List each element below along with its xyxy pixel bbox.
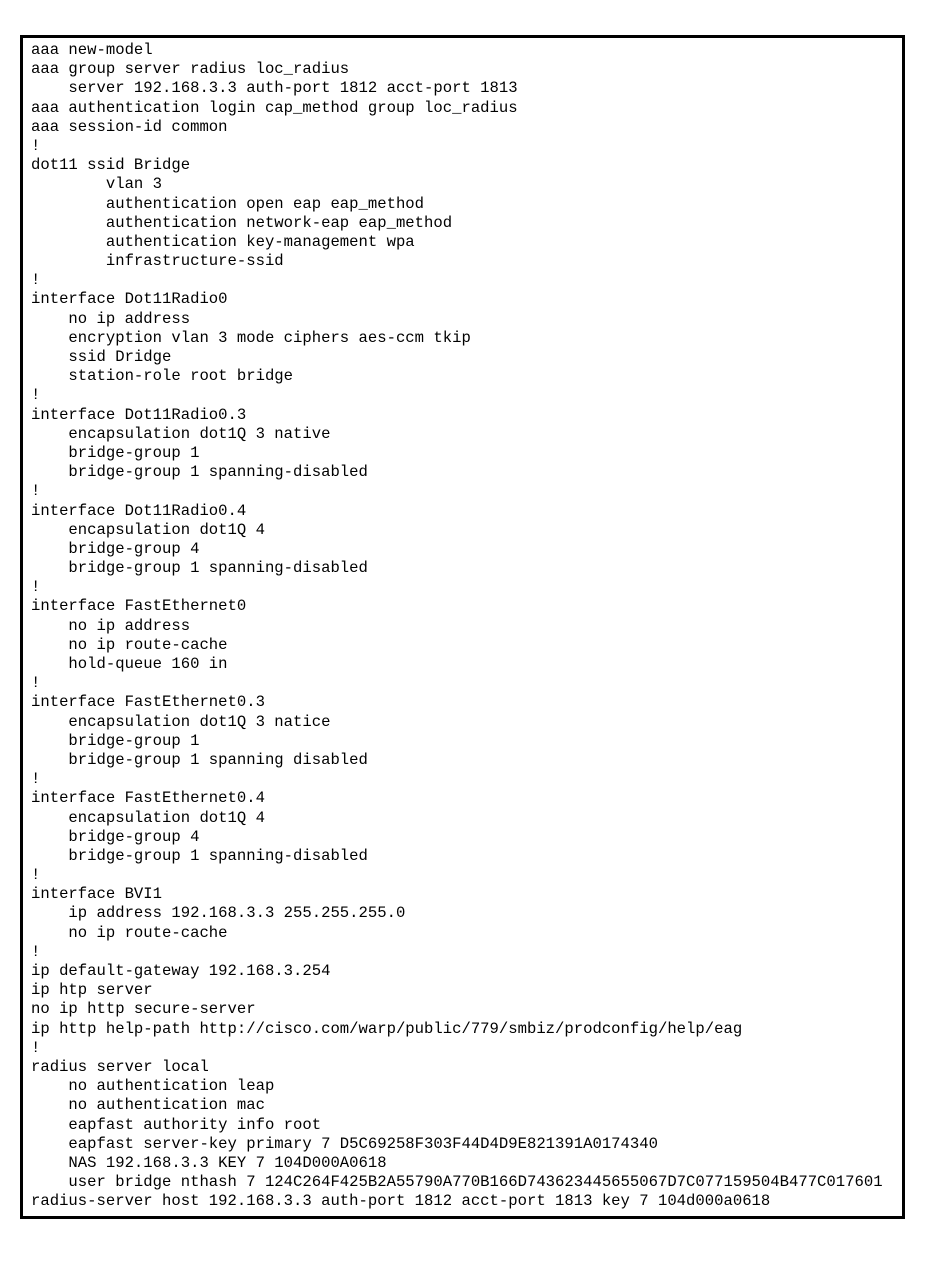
config-line: interface Dot11Radio0.3 [31, 405, 247, 424]
config-line: no ip address [31, 309, 191, 328]
config-line: radius-server host 192.168.3.3 auth-port 1812 acct-port 1813 key 7 104d000a0618 [31, 1192, 771, 1211]
config-line: aaa new-model [31, 41, 153, 59]
config-line: authentication open eap eap_method [31, 194, 425, 213]
config-line: encapsulation dot1Q 4 [31, 520, 265, 539]
config-line: bridge-group 1 spanning-disabled [31, 463, 368, 482]
config-line: aaa group server radius loc_radius [31, 60, 350, 79]
config-line: ip htp server [31, 981, 153, 1000]
config-line: ip address 192.168.3.3 255.255.255.0 [31, 904, 406, 923]
config-line: infrastructure-ssid [31, 252, 284, 271]
config-line: aaa authentication login cap_method group loc_radius [31, 98, 518, 117]
config-line: eapfast server-key primary 7 D5C69258F303F44D4D9E821391A0174340 [31, 1134, 658, 1153]
config-line: interface Dot11Radio0.4 [31, 501, 247, 520]
config-line: ! [31, 578, 41, 597]
config-line: ! [31, 1038, 41, 1057]
config-line: ! [31, 271, 41, 290]
config-line: user bridge nthash 7 124C264F425B2A55790A770B166D743623445655067D7C077159504B477C017601 [31, 1173, 883, 1192]
config-line: interface FastEthernet0 [31, 597, 247, 616]
config-line: bridge-group 1 spanning disabled [31, 750, 368, 769]
config-line: NAS 192.168.3.3 KEY 7 104D000A0618 [31, 1153, 387, 1172]
config-line: encapsulation dot1Q 3 native [31, 424, 331, 443]
config-line: interface Dot11Radio0 [31, 290, 228, 309]
config-line: encapsulation dot1Q 4 [31, 808, 265, 827]
config-line: ! [31, 770, 41, 789]
config-line: interface FastEthernet0.4 [31, 789, 265, 808]
config-line: bridge-group 1 spanning-disabled [31, 559, 368, 578]
config-line: ! [31, 136, 41, 155]
config-line: ! [31, 674, 41, 693]
config-line: interface BVI1 [31, 885, 163, 904]
config-line: vlan 3 [31, 175, 163, 194]
config-line: no ip http secure-server [31, 1000, 256, 1019]
config-line: no authentication mac [31, 1096, 265, 1115]
config-line: no ip route-cache [31, 635, 228, 654]
config-line: ! [31, 866, 41, 885]
config-line: no authentication leap [31, 1077, 275, 1096]
config-line: encapsulation dot1Q 3 natice [31, 712, 331, 731]
config-line: bridge-group 4 [31, 539, 200, 558]
config-line: encryption vlan 3 mode ciphers aes-ccm tkip [31, 328, 471, 347]
config-line: ip default-gateway 192.168.3.254 [31, 962, 331, 980]
config-line: server 192.168.3.3 auth-port 1812 acct-port 1813 [31, 79, 518, 98]
config-line: ! [31, 386, 41, 405]
config-line: station-role root bridge [31, 367, 294, 386]
config-line: bridge-group 4 [31, 827, 200, 846]
config-line: ! [31, 482, 41, 501]
config-line: interface FastEthernet0.3 [31, 693, 265, 712]
config-line: authentication network-eap eap_method [31, 213, 453, 232]
config-line: ssid Dridge [31, 348, 172, 366]
config-line: hold-queue 160 in [31, 655, 228, 673]
config-line: radius server local [31, 1057, 209, 1076]
config-listing-box [20, 35, 905, 1219]
config-line: dot11 ssid Bridge [31, 156, 191, 175]
config-lines [31, 41, 883, 1211]
config-line: aaa session-id common [31, 117, 228, 136]
config-line: bridge-group 1 [31, 443, 200, 462]
config-line: authentication key-management wpa [31, 232, 415, 251]
config-line: ip http help-path http://cisco.com/warp/public/779/smbiz/prodconfig/help/eag [31, 1019, 743, 1038]
config-line: no ip address [31, 616, 191, 635]
config-line: bridge-group 1 [31, 731, 200, 750]
config-line: bridge-group 1 spanning-disabled [31, 846, 368, 865]
config-line: ! [31, 942, 41, 961]
config-line: eapfast authority info root [31, 1115, 322, 1134]
config-line: no ip route-cache [31, 923, 228, 942]
